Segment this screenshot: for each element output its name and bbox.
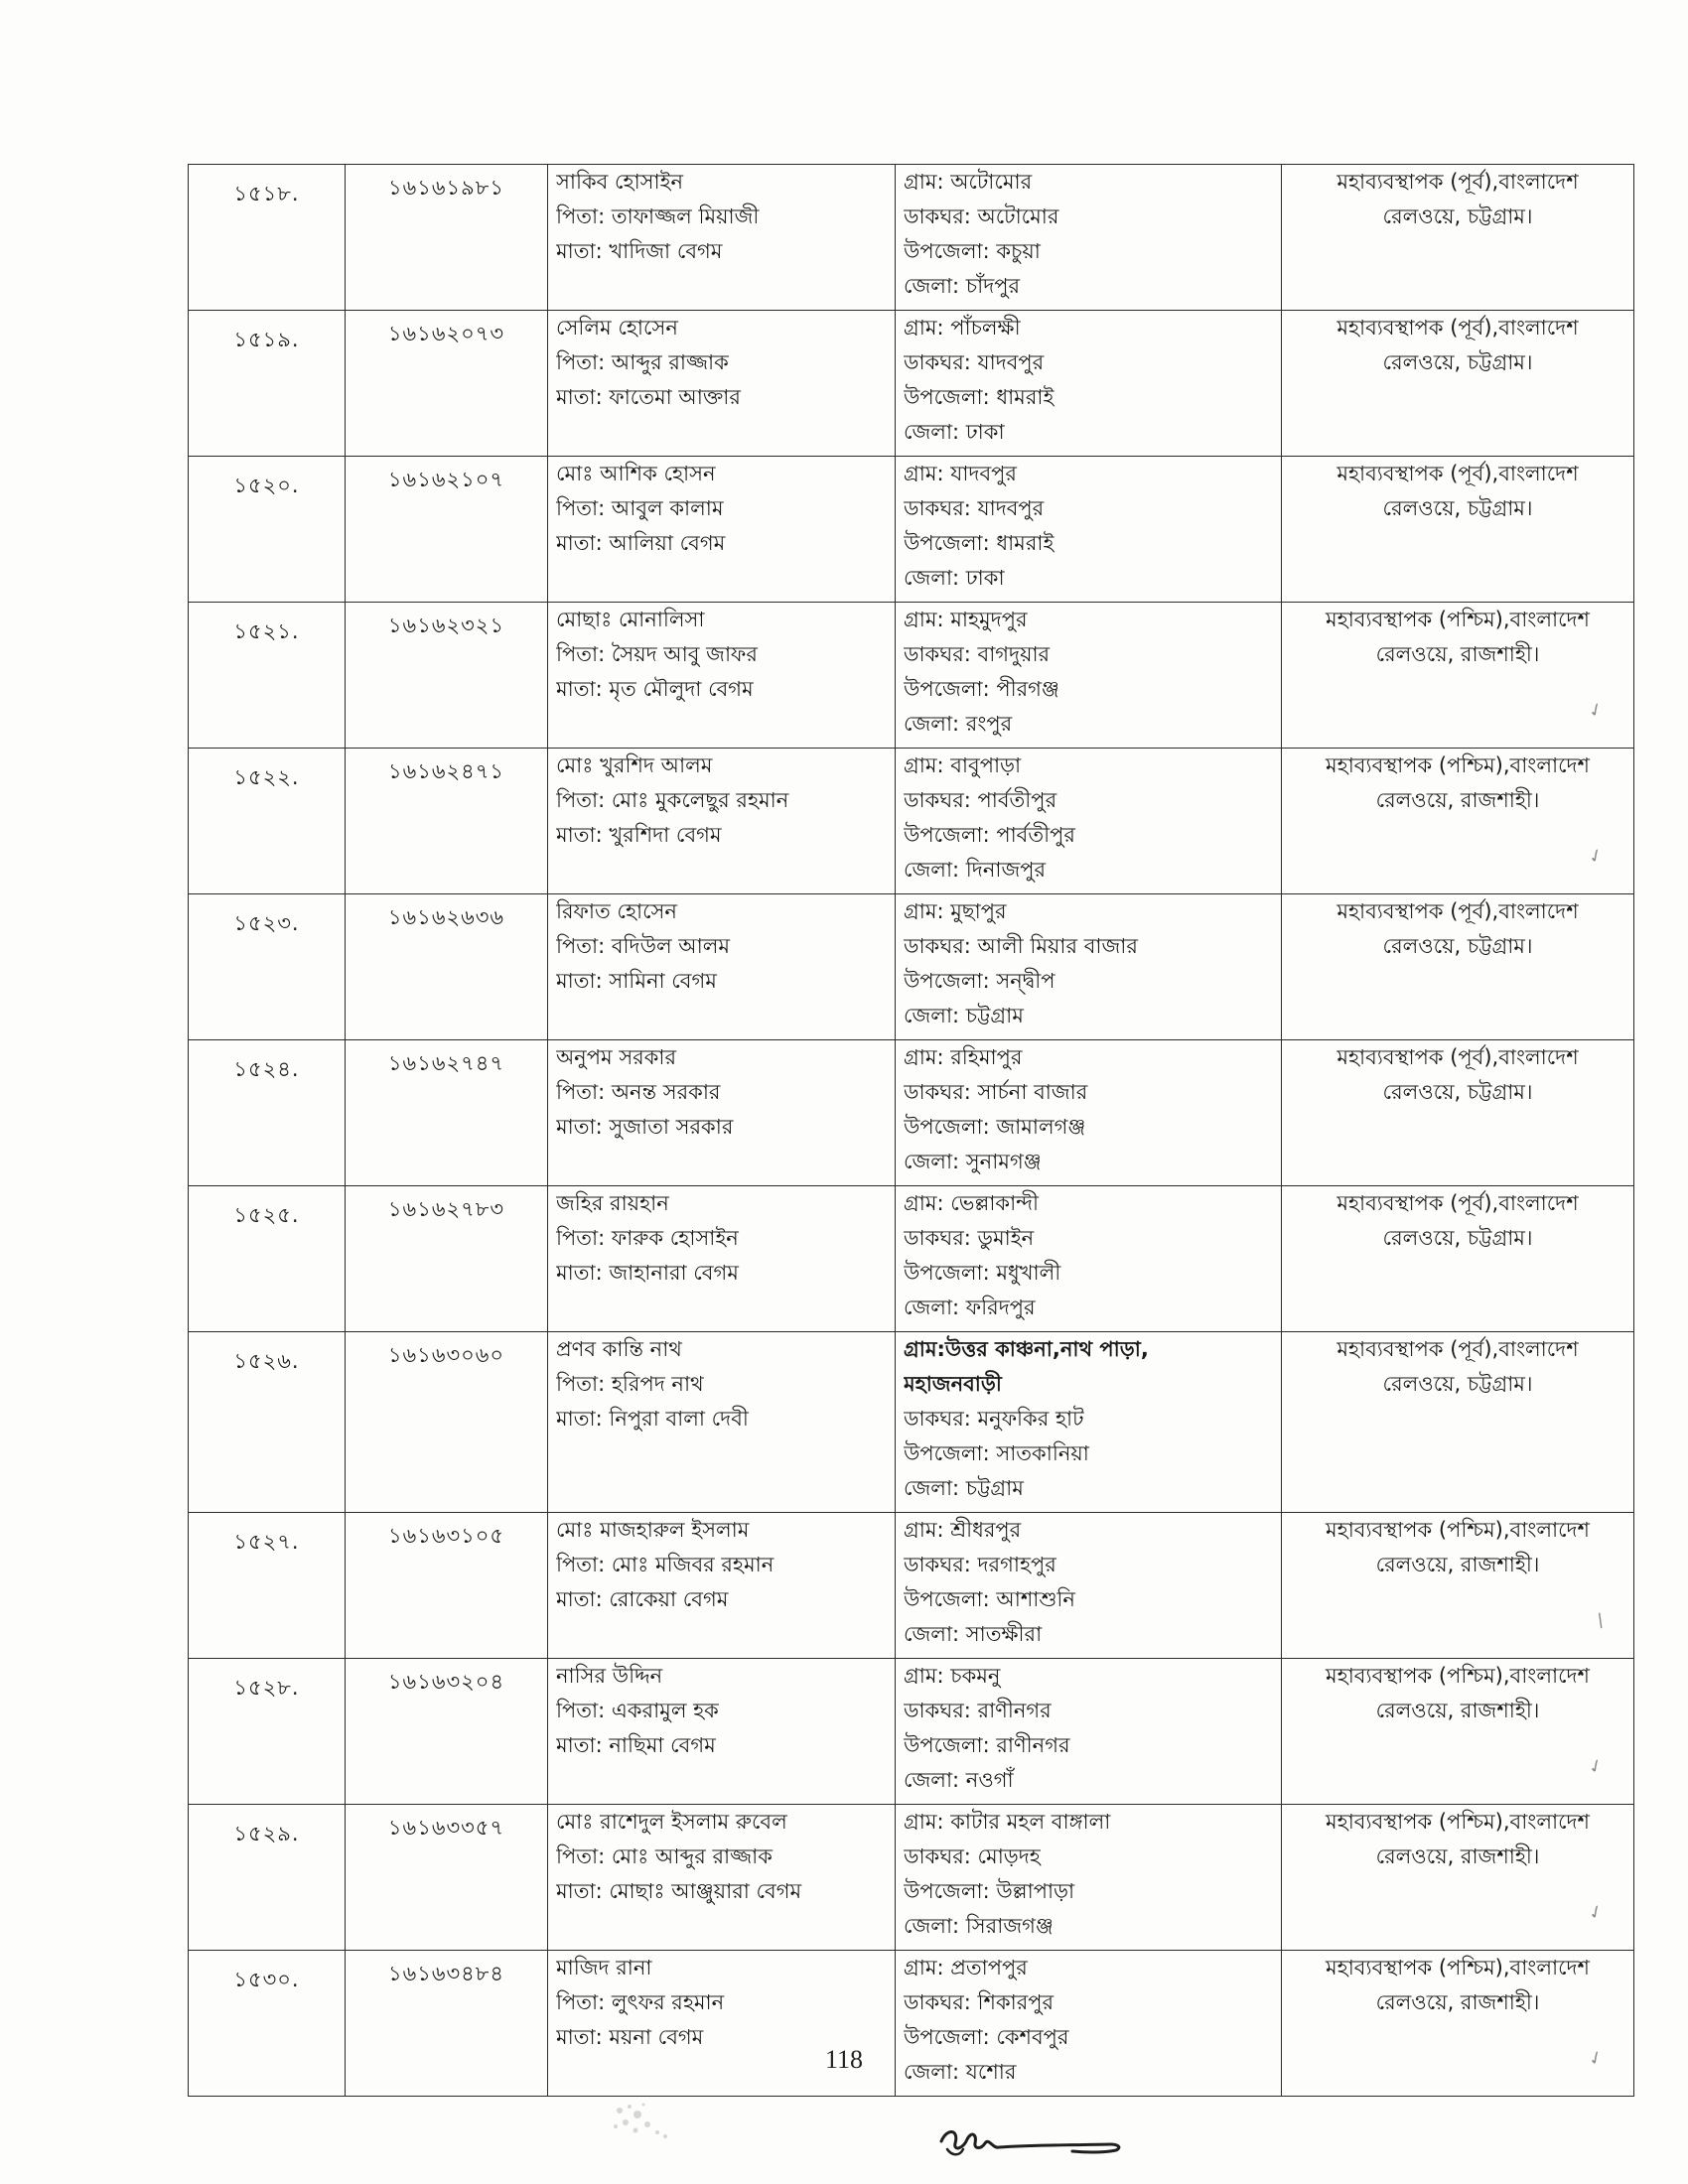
office-cell xyxy=(1282,1805,1634,1951)
candidate-name: সেলিম হোসেন xyxy=(556,316,678,340)
address-cell xyxy=(896,1332,1282,1513)
candidate-name: অনুপম সরকার xyxy=(556,1045,677,1069)
check-mark-icon: ✓ xyxy=(1584,1899,1608,1926)
name-cell xyxy=(548,603,896,749)
candidate-name: মোঃ মাজহারুল ইসলাম xyxy=(556,1518,750,1542)
office-line-2: রেলওয়ে, রাজশাহী। xyxy=(1375,1699,1540,1722)
father-name: পিতা: আবুল কালাম xyxy=(556,496,724,520)
address-district: জেলা: নওগাঁ xyxy=(904,1768,1014,1792)
father-name: পিতা: মোঃ মুকলেছুর রহমান xyxy=(556,788,789,812)
office-line-2: রেলওয়ে, চট্টগ্রাম। xyxy=(1382,1080,1533,1104)
address-village: গ্রাম: যাদবপুর xyxy=(904,462,1017,485)
address-upazila: উপজেলা: ধামরাই xyxy=(904,531,1055,555)
roll-cell: ১৬১৬১৯৮১ xyxy=(346,165,548,311)
office-line-2: রেলওয়ে, চট্টগ্রাম। xyxy=(1382,934,1533,958)
address-upazila: উপজেলা: কচুয়া xyxy=(904,239,1041,263)
father-name: পিতা: মোঃ আব্দুর রাজ্জাক xyxy=(556,1844,773,1868)
father-name: পিতা: হরিপদ নাথ xyxy=(556,1372,704,1396)
address-cell xyxy=(896,1659,1282,1805)
serial-cell: ১৫২৭. xyxy=(189,1513,346,1659)
address-cell xyxy=(896,894,1282,1040)
father-name: পিতা: সৈয়দ আবু জাফর xyxy=(556,642,758,666)
candidate-name: প্রণব কান্তি নাথ xyxy=(556,1337,682,1361)
check-mark-icon: ✓ xyxy=(1584,2045,1608,2072)
name-cell xyxy=(548,1659,896,1805)
address-cell xyxy=(896,749,1282,894)
office-line-1: মহাব্যবস্থাপক (পূর্ব),বাংলাদেশ xyxy=(1336,462,1579,485)
office-line-1: মহাব্যবস্থাপক (পূর্ব),বাংলাদেশ xyxy=(1336,1337,1579,1361)
roll-cell: ১৬১৬২১০৭ xyxy=(346,457,548,603)
serial-cell: ১৫২৩. xyxy=(189,894,346,1040)
address-cell xyxy=(896,1040,1282,1186)
address-village: গ্রাম: শ্রীধরপুর xyxy=(904,1518,1022,1542)
roll-cell: ১৬১৬৩২০৪ xyxy=(346,1659,548,1805)
roll-cell: ১৬১৬২০৭৩ xyxy=(346,311,548,457)
address-village: গ্রাম: চকমনু xyxy=(904,1664,1001,1688)
office-line-2: রেলওয়ে, রাজশাহী। xyxy=(1375,1844,1540,1868)
office-cell xyxy=(1282,1659,1634,1805)
table-row xyxy=(189,311,1634,457)
father-name: পিতা: লুৎফর রহমান xyxy=(556,1990,725,2014)
serial-cell: ১৫২৫. xyxy=(189,1186,346,1332)
name-cell xyxy=(548,1040,896,1186)
address-district: জেলা: রংপুর xyxy=(904,712,1013,736)
address-cell xyxy=(896,1186,1282,1332)
address-district: জেলা: ঢাকা xyxy=(904,420,1005,444)
address-village: গ্রাম: রহিমাপুর xyxy=(904,1045,1023,1069)
mother-name: মাতা: ময়না বেগম xyxy=(556,2025,704,2049)
table-row xyxy=(189,894,1634,1040)
address-district: জেলা: ফরিদপুর xyxy=(904,1296,1036,1319)
table-row xyxy=(189,1513,1634,1659)
table-row xyxy=(189,1332,1634,1513)
table-row xyxy=(189,165,1634,311)
candidate-name: মোঃ রাশেদুল ইসলাম রুবেল xyxy=(556,1810,787,1834)
address-upazila: উপজেলা: সন্দ্বীপ xyxy=(904,969,1055,993)
address-post-office: ডাকঘর: পার্বতীপুর xyxy=(904,788,1057,812)
serial-cell: ১৫২৬. xyxy=(189,1332,346,1513)
table-row xyxy=(189,603,1634,749)
serial-cell: ১৫২২. xyxy=(189,749,346,894)
mother-name: মাতা: মোছাঃ আঞ্জুয়ারা বেগম xyxy=(556,1879,802,1903)
office-cell xyxy=(1282,1332,1634,1513)
office-line-1: মহাব্যবস্থাপক (পূর্ব),বাংলাদেশ xyxy=(1336,1191,1579,1215)
table-row xyxy=(189,1186,1634,1332)
office-line-2: রেলওয়ে, চট্টগ্রাম। xyxy=(1382,350,1533,374)
roll-cell: ১৬১৬৩১০৫ xyxy=(346,1513,548,1659)
office-cell xyxy=(1282,311,1634,457)
address-village: গ্রাম: পাঁচলক্ষী xyxy=(904,316,1021,340)
address-post-office: ডাকঘর: আলী মিয়ার বাজার xyxy=(904,934,1138,958)
serial-cell: ১৫২০. xyxy=(189,457,346,603)
signature-icon xyxy=(933,2119,1132,2169)
address-district: জেলা: চাঁদপুর xyxy=(904,274,1021,298)
name-cell xyxy=(548,165,896,311)
address-village: গ্রাম: বাবুপাড়া xyxy=(904,753,1022,777)
address-district: জেলা: ঢাকা xyxy=(904,566,1005,590)
address-district: জেলা: সাতক্ষীরা xyxy=(904,1622,1043,1646)
address-district: জেলা: চট্টগ্রাম xyxy=(904,1476,1024,1500)
mother-name: মাতা: রোকেয়া বেগম xyxy=(556,1587,729,1611)
check-mark-icon: ✓ xyxy=(1584,697,1608,724)
office-line-1: মহাব্যবস্থাপক (পূর্ব),বাংলাদেশ xyxy=(1336,316,1579,340)
office-line-2: রেলওয়ে, চট্টগ্রাম। xyxy=(1382,1372,1533,1396)
name-cell xyxy=(548,894,896,1040)
roll-cell: ১৬১৬২৭৮৩ xyxy=(346,1186,548,1332)
office-line-2: রেলওয়ে, রাজশাহী। xyxy=(1375,642,1540,666)
mother-name: মাতা: মৃত মৌলুদা বেগম xyxy=(556,677,754,701)
mother-name: মাতা: খাদিজা বেগম xyxy=(556,239,723,263)
candidate-name: মাজিদ রানা xyxy=(556,1956,652,1979)
address-village: গ্রাম: মাহমুদপুর xyxy=(904,608,1028,631)
serial-cell: ১৫২৮. xyxy=(189,1659,346,1805)
office-cell xyxy=(1282,1186,1634,1332)
address-district: জেলা: যশোর xyxy=(904,2060,1017,2084)
office-line-1: মহাব্যবস্থাপক (পশ্চিম),বাংলাদেশ xyxy=(1326,1664,1590,1688)
address-upazila: উপজেলা: রাণীনগর xyxy=(904,1733,1070,1757)
office-cell xyxy=(1282,894,1634,1040)
office-line-2: রেলওয়ে, চট্টগ্রাম। xyxy=(1382,205,1533,228)
address-district: জেলা: সিরাজগঞ্জ xyxy=(904,1914,1054,1938)
address-village-continued: মহাজনবাড়ী xyxy=(904,1372,1002,1396)
address-village: গ্রাম: ভেল্লাকান্দী xyxy=(904,1191,1040,1215)
mother-name: মাতা: সুজাতা সরকার xyxy=(556,1115,734,1139)
office-line-2: রেলওয়ে, চট্টগ্রাম। xyxy=(1382,496,1533,520)
name-cell xyxy=(548,311,896,457)
ink-smudge-icon xyxy=(608,2097,677,2146)
address-cell xyxy=(896,1513,1282,1659)
table-row xyxy=(189,1040,1634,1186)
candidate-table xyxy=(188,164,1634,2097)
office-line-2: রেলওয়ে, চট্টগ্রাম। xyxy=(1382,1226,1533,1250)
address-cell xyxy=(896,1805,1282,1951)
office-line-2: রেলওয়ে, রাজশাহী। xyxy=(1375,788,1540,812)
office-line-1: মহাব্যবস্থাপক (পশ্চিম),বাংলাদেশ xyxy=(1326,1956,1590,1979)
office-line-1: মহাব্যবস্থাপক (পূর্ব),বাংলাদেশ xyxy=(1336,170,1579,194)
office-cell xyxy=(1282,603,1634,749)
father-name: পিতা: একরামুল হক xyxy=(556,1699,719,1722)
candidate-name: রিফাত হোসেন xyxy=(556,899,677,923)
office-line-1: মহাব্যবস্থাপক (পূর্ব),বাংলাদেশ xyxy=(1336,1045,1579,1069)
roll-cell: ১৬১৬২৬৩৬ xyxy=(346,894,548,1040)
address-upazila: উপজেলা: উল্লাপাড়া xyxy=(904,1879,1075,1903)
address-post-office: ডাকঘর: যাদবপুর xyxy=(904,350,1045,374)
serial-cell: ১৫২১. xyxy=(189,603,346,749)
serial-cell: ১৫৩০. xyxy=(189,1951,346,2097)
name-cell xyxy=(548,1513,896,1659)
office-cell xyxy=(1282,749,1634,894)
office-line-1: মহাব্যবস্থাপক (পূর্ব),বাংলাদেশ xyxy=(1336,899,1579,923)
table-row xyxy=(189,749,1634,894)
office-cell xyxy=(1282,457,1634,603)
address-district: জেলা: চট্টগ্রাম xyxy=(904,1004,1024,1027)
father-name: পিতা: মোঃ মজিবর রহমান xyxy=(556,1553,774,1576)
address-post-office: ডাকঘর: মোড়দহ xyxy=(904,1844,1041,1868)
address-cell xyxy=(896,603,1282,749)
mother-name: মাতা: ফাতেমা আক্তার xyxy=(556,385,741,409)
office-cell xyxy=(1282,1513,1634,1659)
address-post-office: ডাকঘর: দরগাহপুর xyxy=(904,1553,1056,1576)
mother-name: মাতা: খুরশিদা বেগম xyxy=(556,823,722,847)
office-line-2: রেলওয়ে, রাজশাহী। xyxy=(1375,1553,1540,1576)
candidate-name: নাসির উদ্দিন xyxy=(556,1664,663,1688)
check-mark-icon: ✓ xyxy=(1584,1753,1608,1780)
roll-cell: ১৬১৬২৪৭১ xyxy=(346,749,548,894)
address-post-office: ডাকঘর: রাণীনগর xyxy=(904,1699,1052,1722)
address-post-office: ডাকঘর: অটোমোর xyxy=(904,205,1059,228)
name-cell xyxy=(548,1332,896,1513)
address-cell xyxy=(896,165,1282,311)
father-name: পিতা: অনন্ত সরকার xyxy=(556,1080,721,1104)
address-post-office: ডাকঘর: শিকারপুর xyxy=(904,1990,1055,2014)
address-village: গ্রাম: মুছাপুর xyxy=(904,899,1007,923)
check-mark-icon: ✓ xyxy=(1584,843,1608,870)
name-cell xyxy=(548,1186,896,1332)
mother-name: মাতা: নিপুরা বালা দেবী xyxy=(556,1407,749,1431)
office-line-2: রেলওয়ে, রাজশাহী। xyxy=(1375,1990,1540,2014)
candidate-table-body xyxy=(189,165,1634,2097)
address-post-office: ডাকঘর: ডুমাইন xyxy=(904,1226,1035,1250)
roll-cell: ১৬১৬৩৪৮৪ xyxy=(346,1951,548,2097)
address-village: গ্রাম: প্রতাপপুর xyxy=(904,1956,1028,1979)
office-cell xyxy=(1282,165,1634,311)
candidate-name: মোছাঃ মোনালিসা xyxy=(556,608,705,631)
address-cell xyxy=(896,457,1282,603)
father-name: পিতা: বদিউল আলম xyxy=(556,934,731,958)
table-row xyxy=(189,1659,1634,1805)
address-post-office: ডাকঘর: যাদবপুর xyxy=(904,496,1045,520)
address-cell xyxy=(896,311,1282,457)
candidate-name: মোঃ খুরশিদ আলম xyxy=(556,753,713,777)
candidate-name: সাকিব হোসাইন xyxy=(556,170,684,194)
address-post-office: ডাকঘর: মনুফকির হাট xyxy=(904,1407,1084,1431)
office-line-1: মহাব্যবস্থাপক (পশ্চিম),বাংলাদেশ xyxy=(1326,608,1590,631)
address-upazila: উপজেলা: পীরগঞ্জ xyxy=(904,677,1059,701)
address-upazila: উপজেলা: ধামরাই xyxy=(904,385,1055,409)
father-name: পিতা: ফারুক হোসাইন xyxy=(556,1226,739,1250)
roll-cell: ১৬১৬২৩২১ xyxy=(346,603,548,749)
name-cell xyxy=(548,749,896,894)
father-name: পিতা: তাফাজ্জল মিয়াজী xyxy=(556,205,760,228)
roll-cell: ১৬১৬২৭৪৭ xyxy=(346,1040,548,1186)
table-row xyxy=(189,1805,1634,1951)
address-upazila: উপজেলা: জামালগঞ্জ xyxy=(904,1115,1086,1139)
address-village: গ্রাম:উত্তর কাঞ্চনা,নাথ পাড়া, xyxy=(904,1337,1149,1361)
serial-cell: ১৫২৯. xyxy=(189,1805,346,1951)
name-cell xyxy=(548,1805,896,1951)
table-row xyxy=(189,457,1634,603)
office-line-1: মহাব্যবস্থাপক (পশ্চিম),বাংলাদেশ xyxy=(1326,1518,1590,1542)
father-name: পিতা: আব্দুর রাজ্জাক xyxy=(556,350,729,374)
address-post-office: ডাকঘর: বাগদুয়ার xyxy=(904,642,1051,666)
address-upazila: উপজেলা: পার্বতীপুর xyxy=(904,823,1075,847)
address-upazila: উপজেলা: কেশবপুর xyxy=(904,2025,1069,2049)
check-mark-icon: / xyxy=(1593,1609,1608,1632)
address-village: গ্রাম: অটোমোর xyxy=(904,170,1033,194)
page-number: 118 xyxy=(824,2045,864,2074)
office-line-1: মহাব্যবস্থাপক (পশ্চিম),বাংলাদেশ xyxy=(1326,1810,1590,1834)
mother-name: মাতা: নাছিমা বেগম xyxy=(556,1733,716,1757)
candidate-name: মোঃ আশিক হোসন xyxy=(556,462,716,485)
address-upazila: উপজেলা: আশাশুনি xyxy=(904,1587,1075,1611)
mother-name: মাতা: জাহানারা বেগম xyxy=(556,1261,739,1285)
mother-name: মাতা: আলিয়া বেগম xyxy=(556,531,726,555)
serial-cell: ১৫২৪. xyxy=(189,1040,346,1186)
serial-cell: ১৫১৯. xyxy=(189,311,346,457)
roll-cell: ১৬১৬৩৩৫৭ xyxy=(346,1805,548,1951)
office-cell xyxy=(1282,1040,1634,1186)
mother-name: মাতা: সামিনা বেগম xyxy=(556,969,717,993)
address-district: জেলা: দিনাজপুর xyxy=(904,858,1047,882)
office-line-1: মহাব্যবস্থাপক (পশ্চিম),বাংলাদেশ xyxy=(1326,753,1590,777)
candidate-name: জহির রায়হান xyxy=(556,1191,669,1215)
address-upazila: উপজেলা: সাতকানিয়া xyxy=(904,1441,1089,1465)
name-cell xyxy=(548,457,896,603)
serial-cell: ১৫১৮. xyxy=(189,165,346,311)
address-post-office: ডাকঘর: সার্চনা বাজার xyxy=(904,1080,1088,1104)
address-district: জেলা: সুনামগঞ্জ xyxy=(904,1150,1042,1173)
address-village: গ্রাম: কাটার মহল বাঙ্গালা xyxy=(904,1810,1111,1834)
address-upazila: উপজেলা: মধুখালী xyxy=(904,1261,1061,1285)
roll-cell: ১৬১৬৩০৬০ xyxy=(346,1332,548,1513)
